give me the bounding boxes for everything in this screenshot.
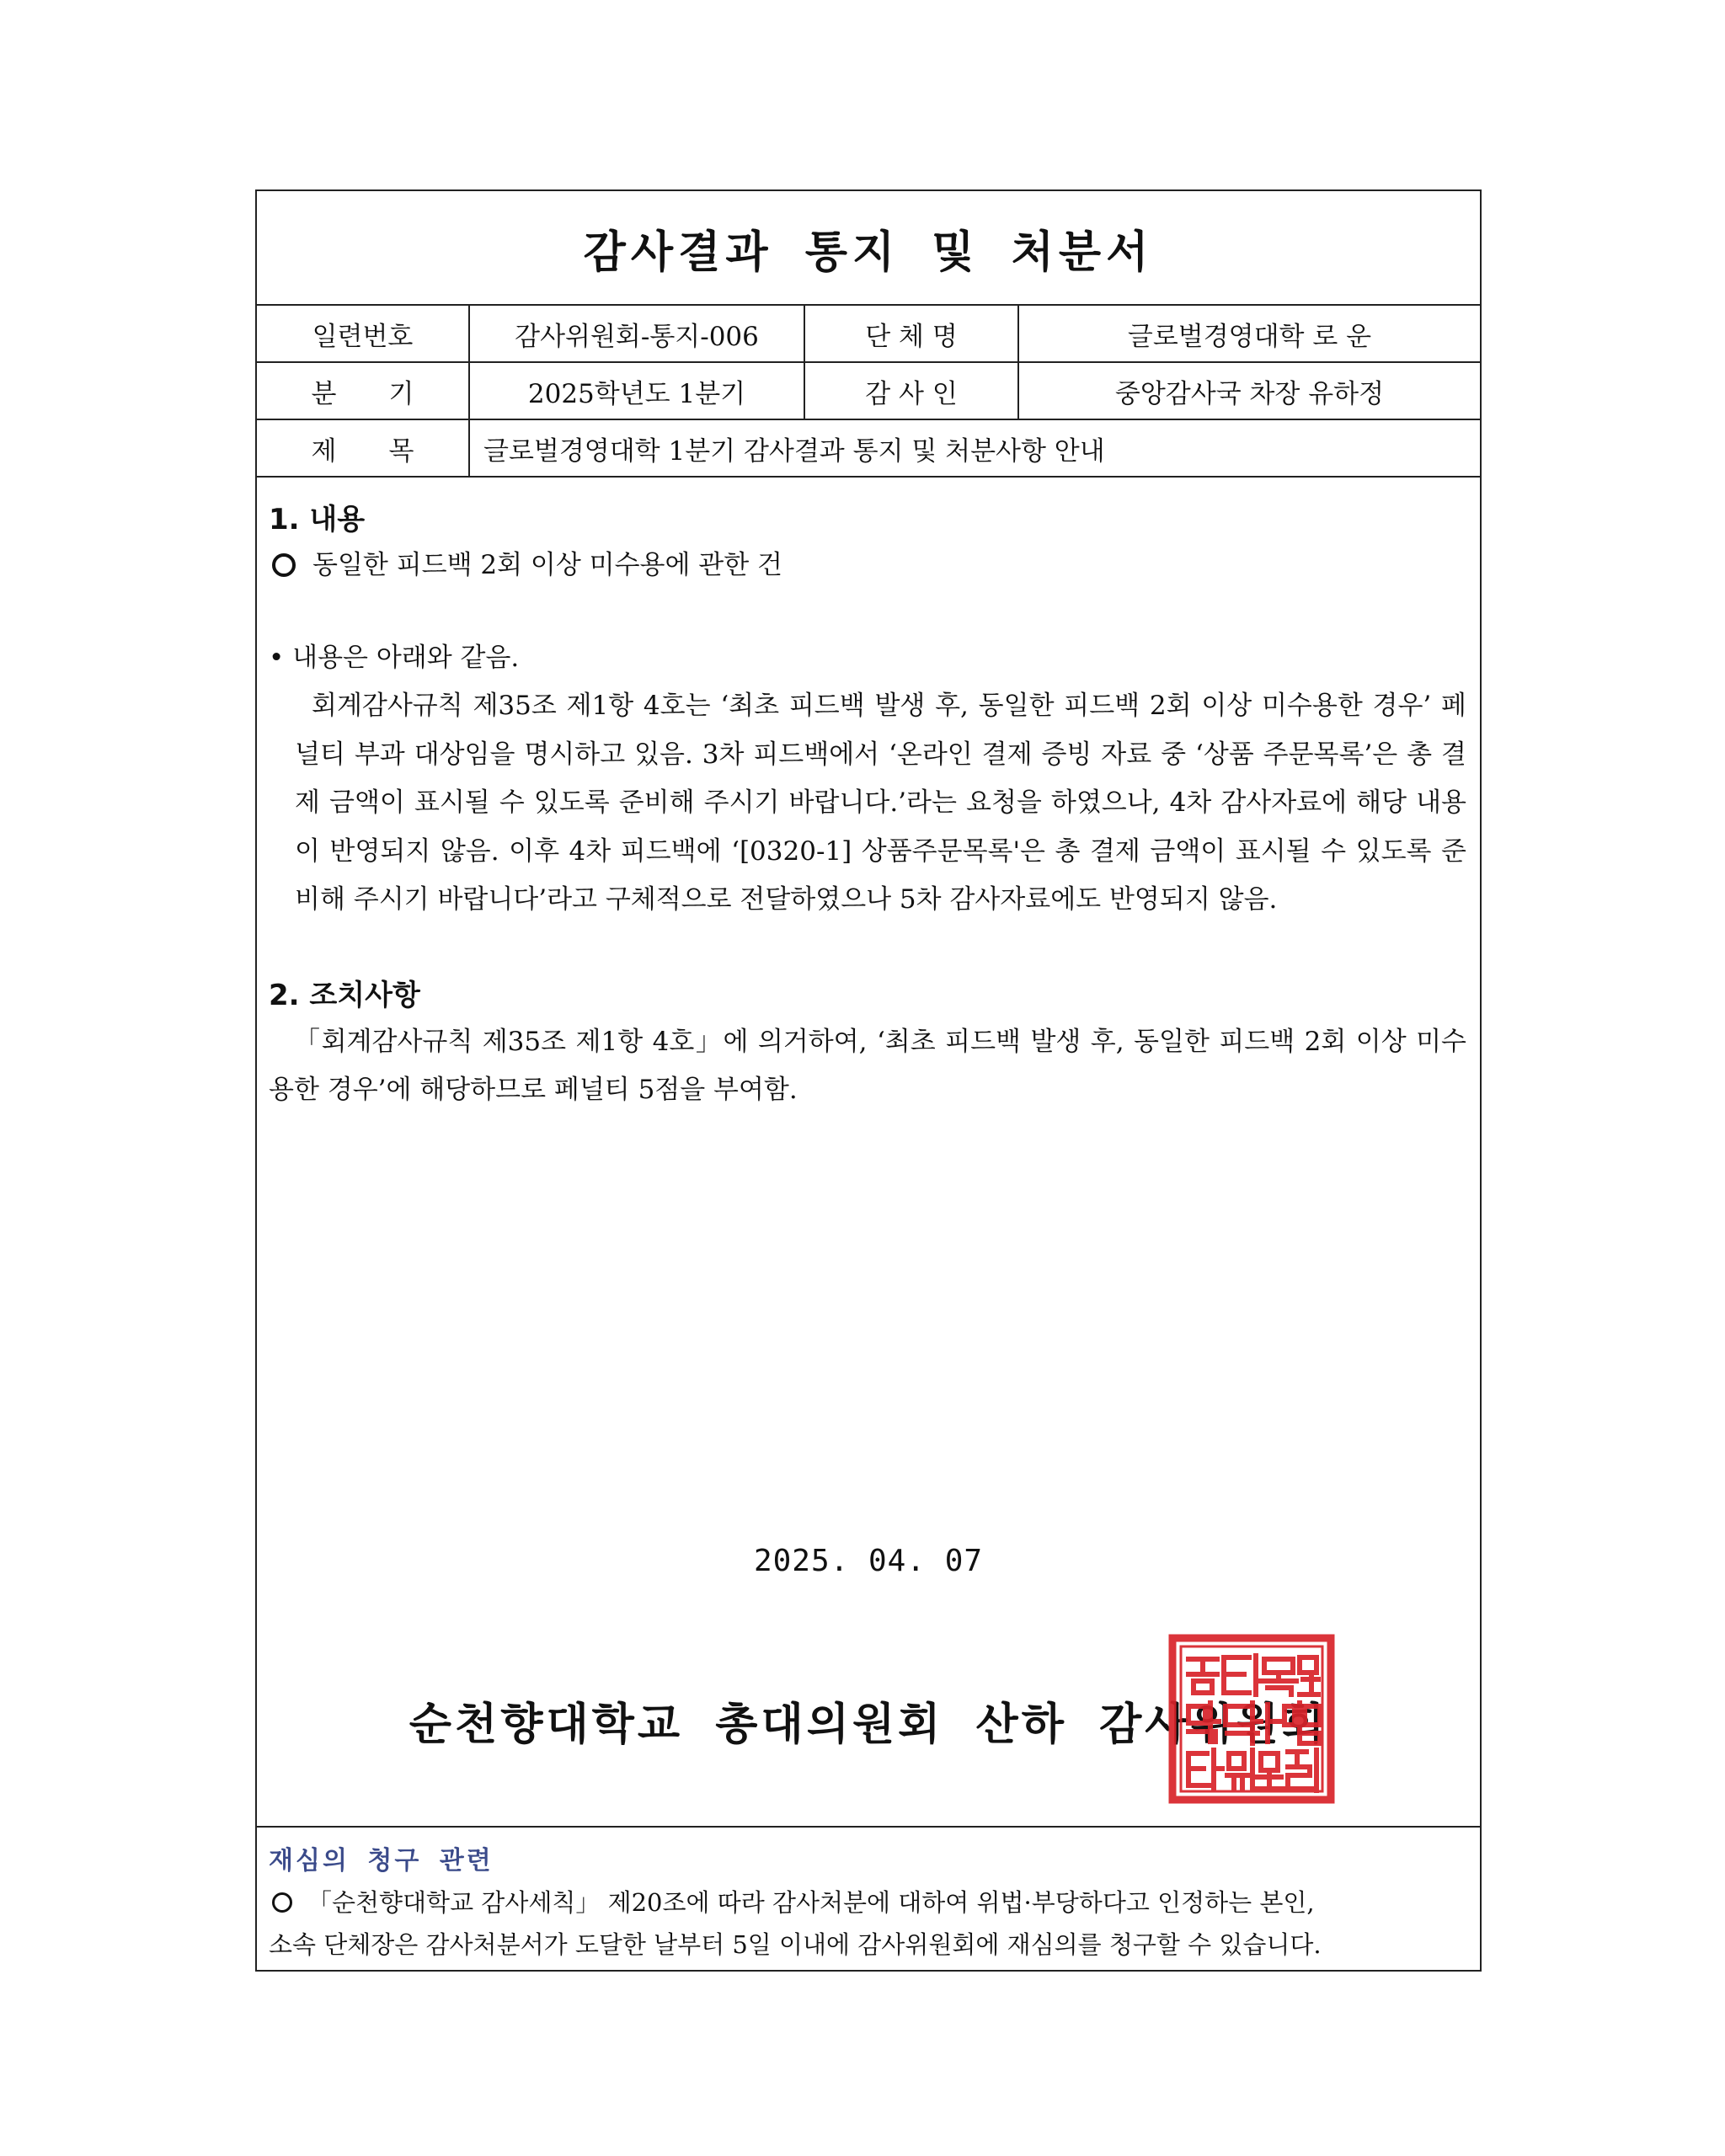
serial-value: 감사위원회-통지-006 xyxy=(469,306,804,362)
meta-row-2 xyxy=(257,362,1480,419)
serial-label: 일련번호 xyxy=(257,306,469,362)
section1-heading: 1. 내용 xyxy=(269,503,366,536)
footer-title: 재심의 청구 관련 xyxy=(269,1846,494,1876)
footer-line-1-text: 「순천향대학교 감사세칙」 제20조에 따라 감사처분에 대하여 위법·부당하다고 인정하는 본인, xyxy=(307,1888,1315,1917)
footer-line-2: 소속 단체장은 감사처분서가 도달한 날부터 5일 이내에 감사위원회에 재심의를 청구할 수 있습니다. xyxy=(269,1930,1322,1959)
auditor-value: 중앙감사국 차장 유하정 xyxy=(1018,362,1480,419)
circle-bullet-icon xyxy=(272,1892,292,1913)
section1-item xyxy=(269,541,1466,590)
section2-paragraph: 「회계감사규칙 제35조 제1항 4호」에 의거하여, ‘최초 피드백 발생 후, 동일한 피드백 2회 이상 미수용한 경우’에 해당하므로 페널티 5점을 부여함. xyxy=(269,1026,1466,1105)
meta-row-3 xyxy=(257,419,1480,477)
quarter-label: 분 기 xyxy=(257,362,469,419)
official-seal-icon xyxy=(1168,1634,1335,1804)
org-label: 단 체 명 xyxy=(804,306,1018,362)
section1-item-text: 동일한 피드백 2회 이상 미수용에 관한 건 xyxy=(312,550,782,580)
issue-date: 2025. 04. 07 xyxy=(753,1544,984,1578)
quarter-value: 2025학년도 1분기 xyxy=(469,362,804,419)
org-value: 글로벌경영대학 로 운 xyxy=(1018,306,1480,362)
circle-bullet-icon xyxy=(272,553,296,577)
subject-value: 글로벌경영대학 1분기 감사결과 통지 및 처분사항 안내 xyxy=(469,419,1480,477)
signer-name: 순천향대학교 총대의원회 산하 감사위원회 xyxy=(409,1700,1328,1750)
footer-line-1 xyxy=(269,1881,1468,1924)
auditor-label: 감 사 인 xyxy=(804,362,1018,419)
meta-row-1 xyxy=(257,306,1480,362)
section2-heading: 2. 조치사항 xyxy=(269,978,420,1012)
section1-bullet: • 내용은 아래와 같음. xyxy=(269,643,520,673)
title-row xyxy=(257,191,1480,306)
content-area xyxy=(257,478,1480,1115)
footer-box xyxy=(257,1826,1480,1970)
subject-label: 제 목 xyxy=(257,419,469,477)
document-title: 감사결과 통지 및 처분서 xyxy=(583,227,1154,278)
meta-table xyxy=(257,306,1480,478)
document-frame xyxy=(255,189,1482,1972)
section1-paragraph: 회계감사규칙 제35조 제1항 4호는 ‘최초 피드백 발생 후, 동일한 피드백 2회 이상 미수용한 경우’ 페널티 부과 대상임을 명시하고 있음. 3차 피드백에서 ‘온라인 결제 증빙 자료 중 ‘상품 주문목록’은 총 결제 금액이 표시될 수 있도록 준비해 주시기 바랍니다.’라는 요청을 하였으나, 4차 감사자료에 해당 내용이 반영되지 않음. 이후 4차 피드백에 ‘[0320-1] 상품주문목록'은 총 결제 금액이 표시될 수 있도록 준비해 주시기 바랍니다’라고 구체적으로 전달하였으나 5차 감사자료에도 반영되지 않음. xyxy=(295,691,1466,915)
